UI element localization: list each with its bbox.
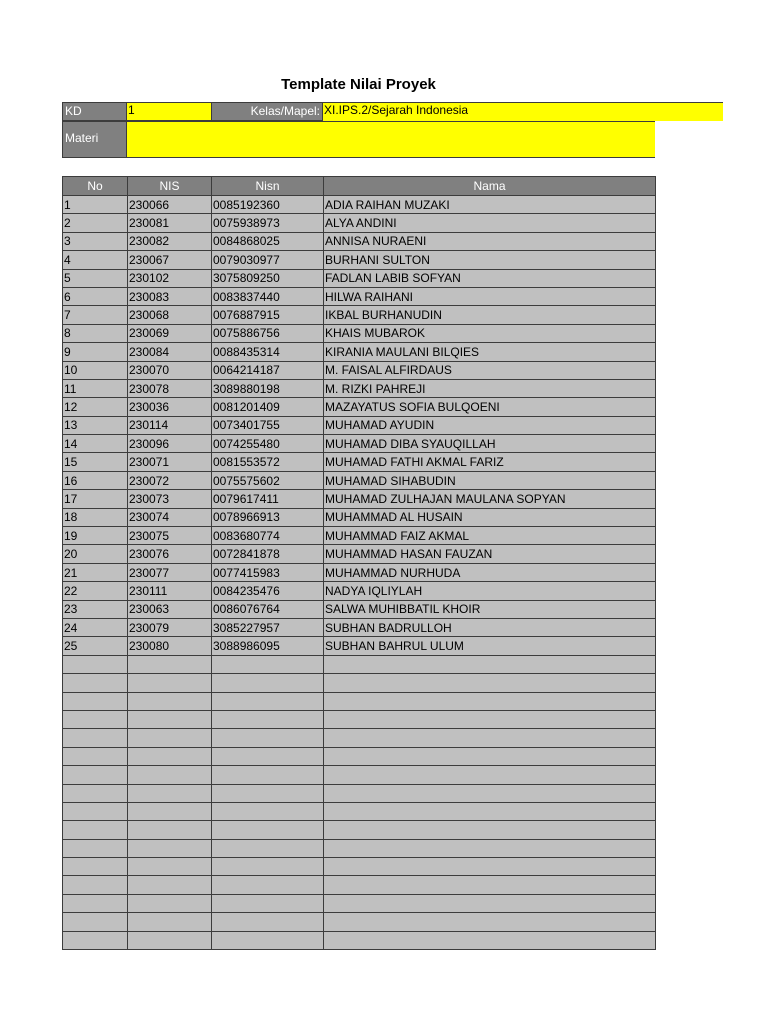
cell-no[interactable]: 4 — [63, 251, 128, 269]
kelas-label: Kelas/Mapel: — [250, 104, 320, 118]
cell-nis[interactable] — [128, 931, 212, 949]
cell-nama[interactable] — [324, 876, 656, 894]
cell-nisn[interactable]: 0084235476 — [212, 582, 324, 600]
table-row — [63, 600, 656, 618]
cell-nisn[interactable]: 3075809250 — [212, 269, 324, 287]
cell-no[interactable] — [63, 821, 128, 839]
cell-no[interactable]: 3 — [63, 232, 128, 250]
cell-nama[interactable]: IKBAL BURHANUDIN — [324, 306, 656, 324]
cell-nisn[interactable] — [212, 821, 324, 839]
page-title: Template Nilai Proyek — [281, 76, 436, 93]
cell-nis[interactable]: 230082 — [128, 232, 212, 250]
cell-nis[interactable]: 230102 — [128, 269, 212, 287]
cell-nama[interactable]: SUBHAN BAHRUL ULUM — [324, 637, 656, 655]
cell-nis[interactable] — [128, 802, 212, 820]
table-row — [63, 784, 656, 802]
cell-nisn[interactable] — [212, 784, 324, 802]
cell-nama[interactable]: KHAIS MUBAROK — [324, 324, 656, 342]
table-row — [63, 674, 656, 692]
cell-nama[interactable]: ALYA ANDINI — [324, 214, 656, 232]
cell-nama[interactable] — [324, 674, 656, 692]
cell-nis[interactable]: 230075 — [128, 527, 212, 545]
table-row — [63, 876, 656, 894]
cell-no[interactable]: 22 — [63, 582, 128, 600]
kelas-value-cell[interactable] — [323, 102, 723, 121]
table-row — [63, 839, 656, 857]
cell-no[interactable] — [63, 784, 128, 802]
cell-nis[interactable]: 230111 — [128, 582, 212, 600]
cell-nama[interactable] — [324, 747, 656, 765]
cell-no[interactable]: 20 — [63, 545, 128, 563]
cell-nis[interactable]: 230067 — [128, 251, 212, 269]
table-row — [63, 931, 656, 949]
cell-nis[interactable]: 230063 — [128, 600, 212, 618]
cell-no[interactable]: 14 — [63, 435, 128, 453]
table-row — [63, 361, 656, 379]
cell-nama[interactable] — [324, 839, 656, 857]
cell-no[interactable]: 17 — [63, 490, 128, 508]
cell-nisn[interactable]: 0072841878 — [212, 545, 324, 563]
table-row — [63, 416, 656, 434]
cell-nisn[interactable]: 3088986095 — [212, 637, 324, 655]
cell-nama[interactable] — [324, 913, 656, 931]
cell-nisn[interactable]: 0077415983 — [212, 563, 324, 581]
cell-nama[interactable]: MUHAMAD SIHABUDIN — [324, 471, 656, 489]
cell-no[interactable]: 11 — [63, 379, 128, 397]
cell-nis[interactable]: 230084 — [128, 343, 212, 361]
cell-nama[interactable] — [324, 802, 656, 820]
table-row — [63, 637, 656, 655]
table-row — [63, 802, 656, 820]
cell-nama[interactable]: MUHAMMAD FAIZ AKMAL — [324, 527, 656, 545]
cell-nis[interactable] — [128, 821, 212, 839]
cell-no[interactable]: 16 — [63, 471, 128, 489]
cell-nama[interactable] — [324, 729, 656, 747]
cell-nama[interactable]: MUHAMAD FATHI AKMAL FARIZ — [324, 453, 656, 471]
cell-no[interactable]: 6 — [63, 287, 128, 305]
cell-no[interactable] — [63, 839, 128, 857]
cell-nama[interactable]: FADLAN LABIB SOFYAN — [324, 269, 656, 287]
table-row — [63, 766, 656, 784]
cell-nama[interactable]: M. RIZKI PAHREJI — [324, 379, 656, 397]
cell-nama[interactable]: HILWA RAIHANI — [324, 287, 656, 305]
table-row — [63, 858, 656, 876]
materi-label: Materi — [65, 131, 99, 145]
cell-nama[interactable] — [324, 858, 656, 876]
cell-nisn[interactable]: 0088435314 — [212, 343, 324, 361]
cell-nis[interactable]: 230036 — [128, 398, 212, 416]
table-row — [63, 471, 656, 489]
column-header-nisn[interactable]: Nisn — [212, 177, 324, 196]
kd-label-cell[interactable] — [62, 102, 127, 121]
table-row — [63, 306, 656, 324]
cell-nama[interactable]: ANNISA NURAENI — [324, 232, 656, 250]
kd-value-cell[interactable] — [127, 102, 211, 121]
cell-nama[interactable]: MUHAMAD DIBA SYAUQILLAH — [324, 435, 656, 453]
cell-nis[interactable]: 230076 — [128, 545, 212, 563]
cell-nis[interactable] — [128, 784, 212, 802]
cell-no[interactable] — [63, 913, 128, 931]
kelas-label-cell[interactable] — [211, 102, 323, 121]
kd-label: KD — [65, 104, 82, 118]
cell-nisn[interactable] — [212, 766, 324, 784]
cell-nama[interactable]: MAZAYATUS SOFIA BULQOENI — [324, 398, 656, 416]
cell-no[interactable]: 8 — [63, 324, 128, 342]
cell-no[interactable]: 2 — [63, 214, 128, 232]
cell-no[interactable]: 12 — [63, 398, 128, 416]
cell-nisn[interactable]: 3085227957 — [212, 618, 324, 636]
cell-nis[interactable]: 230096 — [128, 435, 212, 453]
cell-no[interactable] — [63, 858, 128, 876]
cell-no[interactable] — [63, 655, 128, 673]
table-row — [63, 582, 656, 600]
cell-nis[interactable] — [128, 894, 212, 912]
cell-nisn[interactable]: 0079617411 — [212, 490, 324, 508]
cell-nama[interactable] — [324, 766, 656, 784]
cell-no[interactable]: 18 — [63, 508, 128, 526]
cell-no[interactable] — [63, 766, 128, 784]
cell-nisn[interactable] — [212, 876, 324, 894]
cell-nisn[interactable] — [212, 655, 324, 673]
table-row — [63, 545, 656, 563]
cell-nama[interactable]: ADIA RAIHAN MUZAKI — [324, 196, 656, 214]
cell-nis[interactable] — [128, 858, 212, 876]
table-row — [63, 343, 656, 361]
cell-no[interactable] — [63, 692, 128, 710]
cell-no[interactable] — [63, 876, 128, 894]
cell-no[interactable]: 7 — [63, 306, 128, 324]
cell-nis[interactable] — [128, 839, 212, 857]
table-row — [63, 398, 656, 416]
cell-no[interactable]: 10 — [63, 361, 128, 379]
cell-nis[interactable] — [128, 674, 212, 692]
cell-nama[interactable]: SALWA MUHIBBATIL KHOIR — [324, 600, 656, 618]
cell-no[interactable]: 23 — [63, 600, 128, 618]
cell-no[interactable]: 5 — [63, 269, 128, 287]
cell-nis[interactable]: 230079 — [128, 618, 212, 636]
table-row — [63, 232, 656, 250]
materi-label-cell[interactable] — [62, 121, 127, 158]
cell-nis[interactable] — [128, 747, 212, 765]
cell-nisn[interactable]: 0073401755 — [212, 416, 324, 434]
column-header-nis[interactable]: NIS — [128, 177, 212, 196]
cell-nama[interactable]: MUHAMMAD HASAN FAUZAN — [324, 545, 656, 563]
cell-nis[interactable] — [128, 766, 212, 784]
cell-nama[interactable]: BURHANI SULTON — [324, 251, 656, 269]
table-row — [63, 913, 656, 931]
table-row — [63, 508, 656, 526]
cell-no[interactable]: 24 — [63, 618, 128, 636]
cell-no[interactable]: 1 — [63, 196, 128, 214]
cell-nis[interactable] — [128, 913, 212, 931]
cell-no[interactable] — [63, 674, 128, 692]
cell-nis[interactable] — [128, 655, 212, 673]
cell-no[interactable] — [63, 931, 128, 949]
cell-nis[interactable]: 230083 — [128, 287, 212, 305]
cell-nisn[interactable]: 0083680774 — [212, 527, 324, 545]
cell-nama[interactable]: KIRANIA MAULANI BILQIES — [324, 343, 656, 361]
table-row — [63, 214, 656, 232]
table-row — [63, 821, 656, 839]
cell-nama[interactable]: MUHAMMAD AL HUSAIN — [324, 508, 656, 526]
cell-nisn[interactable]: 0079030977 — [212, 251, 324, 269]
cell-nisn[interactable]: 0084868025 — [212, 232, 324, 250]
cell-nisn[interactable] — [212, 913, 324, 931]
cell-nama[interactable]: MUHAMAD AYUDIN — [324, 416, 656, 434]
table-row — [63, 251, 656, 269]
table-row — [63, 324, 656, 342]
table-row — [63, 655, 656, 673]
table-header-row — [63, 177, 656, 196]
cell-nama[interactable]: SUBHAN BADRULLOH — [324, 618, 656, 636]
table-row — [63, 287, 656, 305]
cell-nama[interactable]: MUHAMMAD NURHUDA — [324, 563, 656, 581]
cell-no[interactable] — [63, 710, 128, 728]
cell-nisn[interactable] — [212, 710, 324, 728]
cell-no[interactable] — [63, 747, 128, 765]
table-row — [63, 196, 656, 214]
table-row — [63, 710, 656, 728]
cell-nisn[interactable]: 0076887915 — [212, 306, 324, 324]
cell-nama[interactable] — [324, 692, 656, 710]
cell-no[interactable] — [63, 729, 128, 747]
cell-nisn[interactable] — [212, 802, 324, 820]
cell-nama[interactable]: M. FAISAL ALFIRDAUS — [324, 361, 656, 379]
cell-nisn[interactable]: 0086076764 — [212, 600, 324, 618]
cell-no[interactable]: 9 — [63, 343, 128, 361]
table-row — [63, 747, 656, 765]
cell-nis[interactable]: 230073 — [128, 490, 212, 508]
cell-nama[interactable]: MUHAMAD ZULHAJAN MAULANA SOPYAN — [324, 490, 656, 508]
table-row — [63, 379, 656, 397]
cell-nama[interactable]: NADYA IQLIYLAH — [324, 582, 656, 600]
cell-nisn[interactable] — [212, 839, 324, 857]
cell-nisn[interactable]: 0085192360 — [212, 196, 324, 214]
cell-no[interactable]: 13 — [63, 416, 128, 434]
cell-nisn[interactable]: 0064214187 — [212, 361, 324, 379]
cell-no[interactable]: 25 — [63, 637, 128, 655]
cell-nis[interactable]: 230081 — [128, 214, 212, 232]
table-row — [63, 453, 656, 471]
cell-nis[interactable] — [128, 692, 212, 710]
cell-nis[interactable]: 230069 — [128, 324, 212, 342]
cell-nis[interactable]: 230078 — [128, 379, 212, 397]
student-table — [62, 176, 656, 950]
cell-no[interactable] — [63, 894, 128, 912]
kd-value: 1 — [128, 103, 135, 117]
table-row — [63, 618, 656, 636]
cell-nis[interactable] — [128, 710, 212, 728]
cell-nama[interactable] — [324, 821, 656, 839]
table-row — [63, 692, 656, 710]
table-row — [63, 269, 656, 287]
cell-nisn[interactable]: 0075575602 — [212, 471, 324, 489]
cell-nisn[interactable]: 0083837440 — [212, 287, 324, 305]
cell-nis[interactable]: 230080 — [128, 637, 212, 655]
cell-nama[interactable] — [324, 655, 656, 673]
cell-nisn[interactable] — [212, 674, 324, 692]
cell-nisn[interactable] — [212, 692, 324, 710]
cell-nis[interactable]: 230066 — [128, 196, 212, 214]
cell-nama[interactable] — [324, 894, 656, 912]
cell-nisn[interactable]: 0081201409 — [212, 398, 324, 416]
cell-nis[interactable]: 230072 — [128, 471, 212, 489]
table-row — [63, 894, 656, 912]
cell-nisn[interactable]: 0075938973 — [212, 214, 324, 232]
cell-nisn[interactable]: 0081553572 — [212, 453, 324, 471]
cell-nama[interactable] — [324, 710, 656, 728]
cell-no[interactable]: 21 — [63, 563, 128, 581]
cell-no[interactable]: 19 — [63, 527, 128, 545]
materi-value-cell[interactable] — [127, 121, 655, 158]
cell-nis[interactable]: 230074 — [128, 508, 212, 526]
cell-nis[interactable] — [128, 729, 212, 747]
kelas-value: XI.IPS.2/Sejarah Indonesia — [324, 103, 469, 117]
table-row — [63, 563, 656, 581]
cell-nis[interactable]: 230114 — [128, 416, 212, 434]
cell-nama[interactable] — [324, 931, 656, 949]
column-header-nama[interactable]: Nama — [324, 177, 656, 196]
cell-no[interactable]: 15 — [63, 453, 128, 471]
cell-nis[interactable]: 230071 — [128, 453, 212, 471]
cell-nisn[interactable]: 3089880198 — [212, 379, 324, 397]
cell-nisn[interactable] — [212, 729, 324, 747]
cell-nama[interactable] — [324, 784, 656, 802]
table-row — [63, 729, 656, 747]
cell-nis[interactable]: 230070 — [128, 361, 212, 379]
cell-nisn[interactable] — [212, 931, 324, 949]
cell-nisn[interactable]: 0074255480 — [212, 435, 324, 453]
cell-nisn[interactable]: 0075886756 — [212, 324, 324, 342]
table-row — [63, 527, 656, 545]
cell-nis[interactable] — [128, 876, 212, 894]
cell-nisn[interactable] — [212, 747, 324, 765]
cell-no[interactable] — [63, 802, 128, 820]
cell-nis[interactable]: 230068 — [128, 306, 212, 324]
cell-nisn[interactable] — [212, 858, 324, 876]
table-row — [63, 435, 656, 453]
table-row — [63, 490, 656, 508]
column-header-no[interactable]: No — [63, 177, 128, 196]
cell-nisn[interactable]: 0078966913 — [212, 508, 324, 526]
cell-nisn[interactable] — [212, 894, 324, 912]
cell-nis[interactable]: 230077 — [128, 563, 212, 581]
